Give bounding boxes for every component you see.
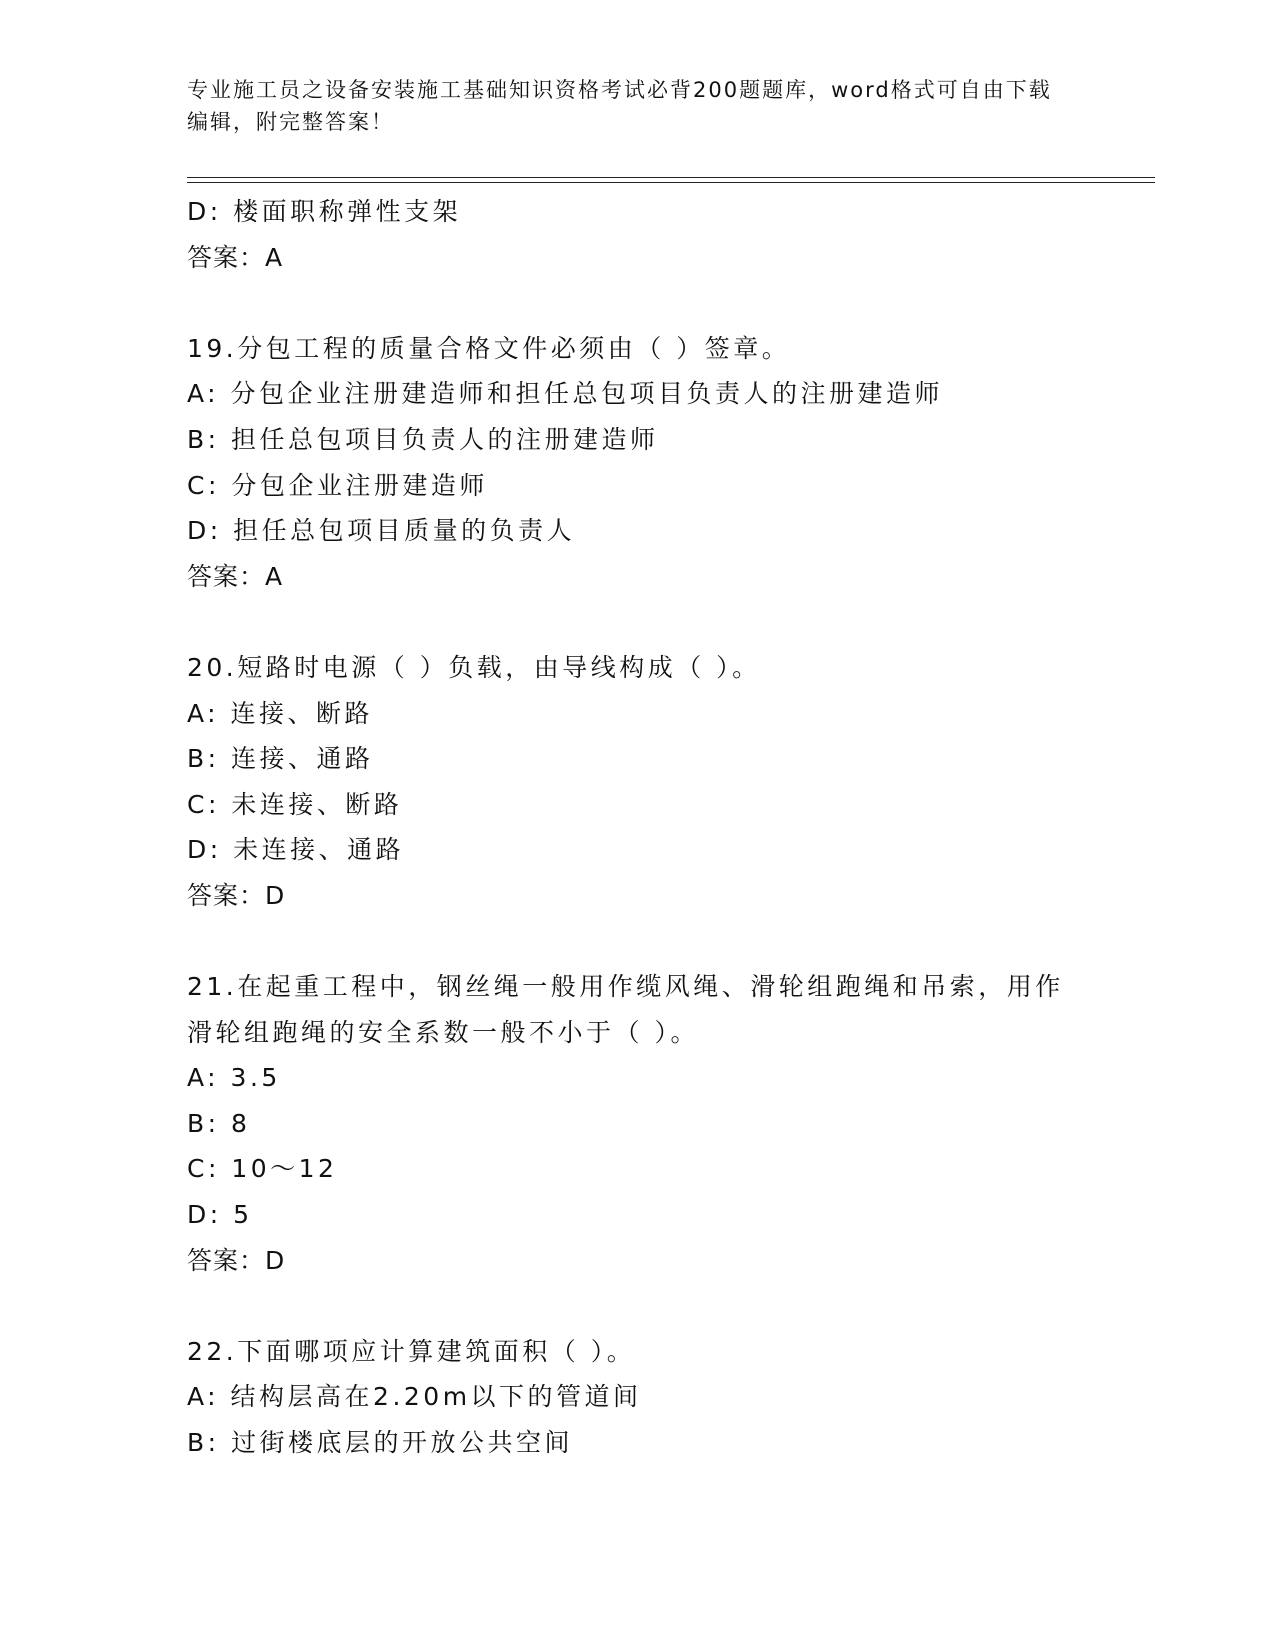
question-21 — [187, 964, 1067, 1283]
q19-answer: 答案：A — [187, 561, 284, 591]
q22-question: 22.下面哪项应计算建筑面积（ ）。 — [187, 1336, 636, 1366]
q21-option-c: C: 10～12 — [187, 1154, 338, 1184]
q18-answer: 答案：A — [187, 242, 284, 272]
q19-option-a: A: 分包企业注册建造师和担任总包项目负责人的注册建造师 — [187, 379, 944, 409]
q18-option-d: D: 楼面职称弹性支架 — [187, 197, 462, 226]
q20-answer: 答案：D — [187, 880, 286, 910]
q21-question: 21.在起重工程中，钢丝绳一般用作缆风绳、滑轮组跑绳和吊索，用作滑轮组跑绳的安全系数一般不小于（ ）。 — [187, 972, 1064, 1047]
q22-option-a: A: 结构层高在2.20m以下的管道间 — [187, 1382, 642, 1412]
spacer — [187, 599, 1067, 645]
q22-option-b: B: 过街楼底层的开放公共空间 — [187, 1428, 574, 1458]
q20-option-c: C: 未连接、断路 — [187, 789, 403, 819]
document-header: 专业施工员之设备安装施工基础知识资格考试必背200题题库，word格式可自由下载编辑，附完整答案！ — [187, 78, 1052, 134]
spacer — [187, 919, 1067, 965]
question-19 — [187, 326, 1067, 600]
question-20 — [187, 645, 1067, 919]
q20-question: 20.短路时电源（ ）负载，由导线构成（ ）。 — [187, 652, 761, 682]
spacer — [187, 280, 1067, 326]
q21-option-b: B: 8 — [187, 1108, 251, 1138]
header-divider-top — [187, 177, 1155, 178]
q21-option-d: D: 5 — [187, 1200, 253, 1230]
q21-answer: 答案：D — [187, 1245, 286, 1275]
question-18-fragment — [187, 189, 1067, 280]
spacer — [187, 1283, 1067, 1329]
q21-option-a: A: 3.5 — [187, 1063, 281, 1093]
question-22 — [187, 1329, 1067, 1466]
question-list — [187, 189, 1067, 1466]
q19-option-d: D: 担任总包项目质量的负责人 — [187, 516, 576, 546]
q20-option-a: A: 连接、断路 — [187, 698, 374, 728]
header-divider-bottom — [187, 182, 1155, 183]
q19-question: 19.分包工程的质量合格文件必须由（ ）签章。 — [187, 333, 791, 363]
q19-option-b: B: 担任总包项目负责人的注册建造师 — [187, 424, 659, 454]
q20-option-b: B: 连接、通路 — [187, 744, 374, 774]
q20-option-d: D: 未连接、通路 — [187, 835, 405, 865]
q19-option-c: C: 分包企业注册建造师 — [187, 470, 488, 500]
